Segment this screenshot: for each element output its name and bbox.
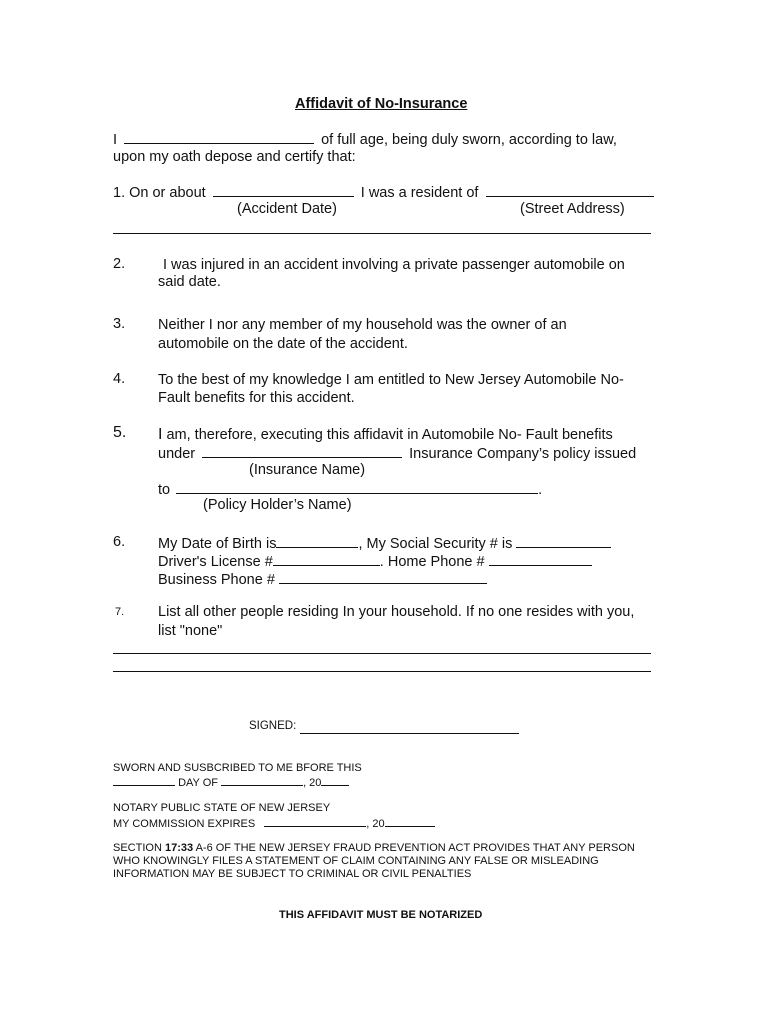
- intro-prefix: I: [113, 132, 118, 148]
- item-5-to-suffix: .: [538, 482, 543, 498]
- accident-date-blank[interactable]: [213, 183, 354, 197]
- item-6-line-3: [158, 570, 487, 589]
- item-4-number: 4.: [113, 371, 126, 387]
- item-1-middle: I was a resident of: [360, 185, 479, 201]
- item-4-line-2: Fault benefits for this accident.: [158, 390, 355, 406]
- ssn-blank[interactable]: [516, 534, 611, 548]
- ssn-label: , My Social Security # is: [358, 536, 513, 552]
- sworn-year-blank[interactable]: [321, 775, 349, 786]
- item-3-line-2: automobile on the date of the accident.: [158, 336, 408, 352]
- item-5-text-lead: I: [158, 426, 163, 443]
- address-continuation-line[interactable]: [113, 233, 651, 234]
- notarized-note: THIS AFFIDAVIT MUST BE NOTARIZED: [279, 909, 483, 921]
- intro-line-2: upon my oath depose and certify that:: [113, 149, 356, 165]
- street-address-caption: (Street Address): [520, 201, 625, 217]
- signature-line[interactable]: [300, 733, 519, 734]
- item-4-line-1: To the best of my knowledge I am entitled to New Jersey Automobile No-: [158, 372, 624, 388]
- item-5-to-prefix: to: [158, 482, 171, 498]
- item-2-number: 2.: [113, 256, 126, 272]
- policy-holder-caption: (Policy Holder’s Name): [203, 497, 352, 513]
- item-5-line-1: [158, 426, 613, 444]
- home-phone-label: . Home Phone #: [379, 554, 485, 570]
- business-phone-label: Business Phone #: [158, 572, 275, 588]
- item-7-line-2: list "none": [158, 623, 223, 639]
- household-line-1[interactable]: [113, 653, 651, 654]
- item-1-number: 1.: [113, 185, 126, 201]
- sworn-day-blank[interactable]: [113, 775, 175, 786]
- item-3-number: 3.: [113, 316, 126, 332]
- accident-date-caption: (Accident Date): [237, 201, 337, 217]
- notary-line-2: [113, 816, 435, 831]
- document-title: Affidavit of No-Insurance: [295, 96, 468, 112]
- day-of-label: DAY OF: [178, 777, 218, 789]
- item-2-line-1: I was injured in an accident involving a private passenger automobile on: [163, 257, 625, 273]
- item-3-line-1: Neither I nor any member of my household was the owner of an: [158, 317, 567, 333]
- insurance-name-caption: (Insurance Name): [249, 462, 366, 478]
- commission-year-prefix: , 20: [366, 818, 385, 830]
- item-1-line: [113, 183, 654, 202]
- fraud-line-3: INFORMATION MAY BE SUBJECT TO CRIMINAL OR CIVIL PENALTIES: [113, 868, 472, 880]
- intro-suffix: of full age, being duly sworn, according to law,: [321, 132, 617, 148]
- commission-date-blank[interactable]: [264, 816, 366, 827]
- fraud-section-label: SECTION: [113, 842, 162, 854]
- item-5-under-line: [158, 444, 636, 463]
- name-blank[interactable]: [124, 130, 314, 144]
- fraud-line-1-rest: A-6 OF THE NEW JERSEY FRAUD PREVENTION ACT PROVIDES THAT ANY PERSON: [195, 842, 635, 854]
- item-6-number: 6.: [113, 534, 126, 550]
- insurance-name-blank[interactable]: [202, 444, 402, 458]
- commission-label: MY COMMISSION EXPIRES: [113, 818, 256, 830]
- item-5-number: 5.: [113, 424, 127, 441]
- fraud-section-number: 17:33: [164, 842, 194, 854]
- item-5-text: am, therefore, executing this affidavit in Automobile No- Fault benefits: [162, 427, 613, 443]
- fraud-line-1: [113, 842, 635, 855]
- item-5-under-prefix: under: [158, 446, 196, 462]
- fraud-line-2: WHO KNOWINGLY FILES A STATEMENT OF CLAIM CONTAINING ANY FALSE OR MISLEADING: [113, 855, 599, 867]
- license-label: Driver's License #: [158, 554, 273, 570]
- signed-label: SIGNED:: [249, 720, 297, 732]
- sworn-line-1: SWORN AND SUSBCRIBED TO ME BFORE THIS: [113, 762, 362, 774]
- item-6-line-2: [158, 552, 592, 571]
- item-7-number: 7.: [115, 606, 125, 618]
- policy-holder-blank[interactable]: [176, 480, 538, 494]
- item-7-line-1: List all other people residing In your household. If no one resides with you,: [158, 604, 635, 620]
- home-phone-blank[interactable]: [489, 552, 592, 566]
- sworn-month-blank[interactable]: [221, 775, 303, 786]
- item-5-under-suffix: Insurance Company’s policy issued: [409, 446, 637, 462]
- sworn-line-2: [113, 775, 349, 790]
- dob-label: My Date of Birth is: [158, 536, 277, 552]
- item-6-line-1: [158, 534, 611, 553]
- notary-line-1: NOTARY PUBLIC STATE OF NEW JERSEY: [113, 802, 331, 814]
- household-line-2[interactable]: [113, 671, 651, 672]
- item-2-line-2: said date.: [158, 274, 221, 290]
- street-address-blank[interactable]: [486, 183, 654, 197]
- commission-year-blank[interactable]: [385, 816, 435, 827]
- business-phone-blank[interactable]: [279, 570, 487, 584]
- dob-blank[interactable]: [276, 534, 358, 548]
- sworn-year-prefix: , 20: [303, 777, 322, 789]
- intro-line-1: [113, 130, 617, 149]
- item-1-prefix: On or about: [129, 185, 206, 201]
- license-blank[interactable]: [273, 552, 380, 566]
